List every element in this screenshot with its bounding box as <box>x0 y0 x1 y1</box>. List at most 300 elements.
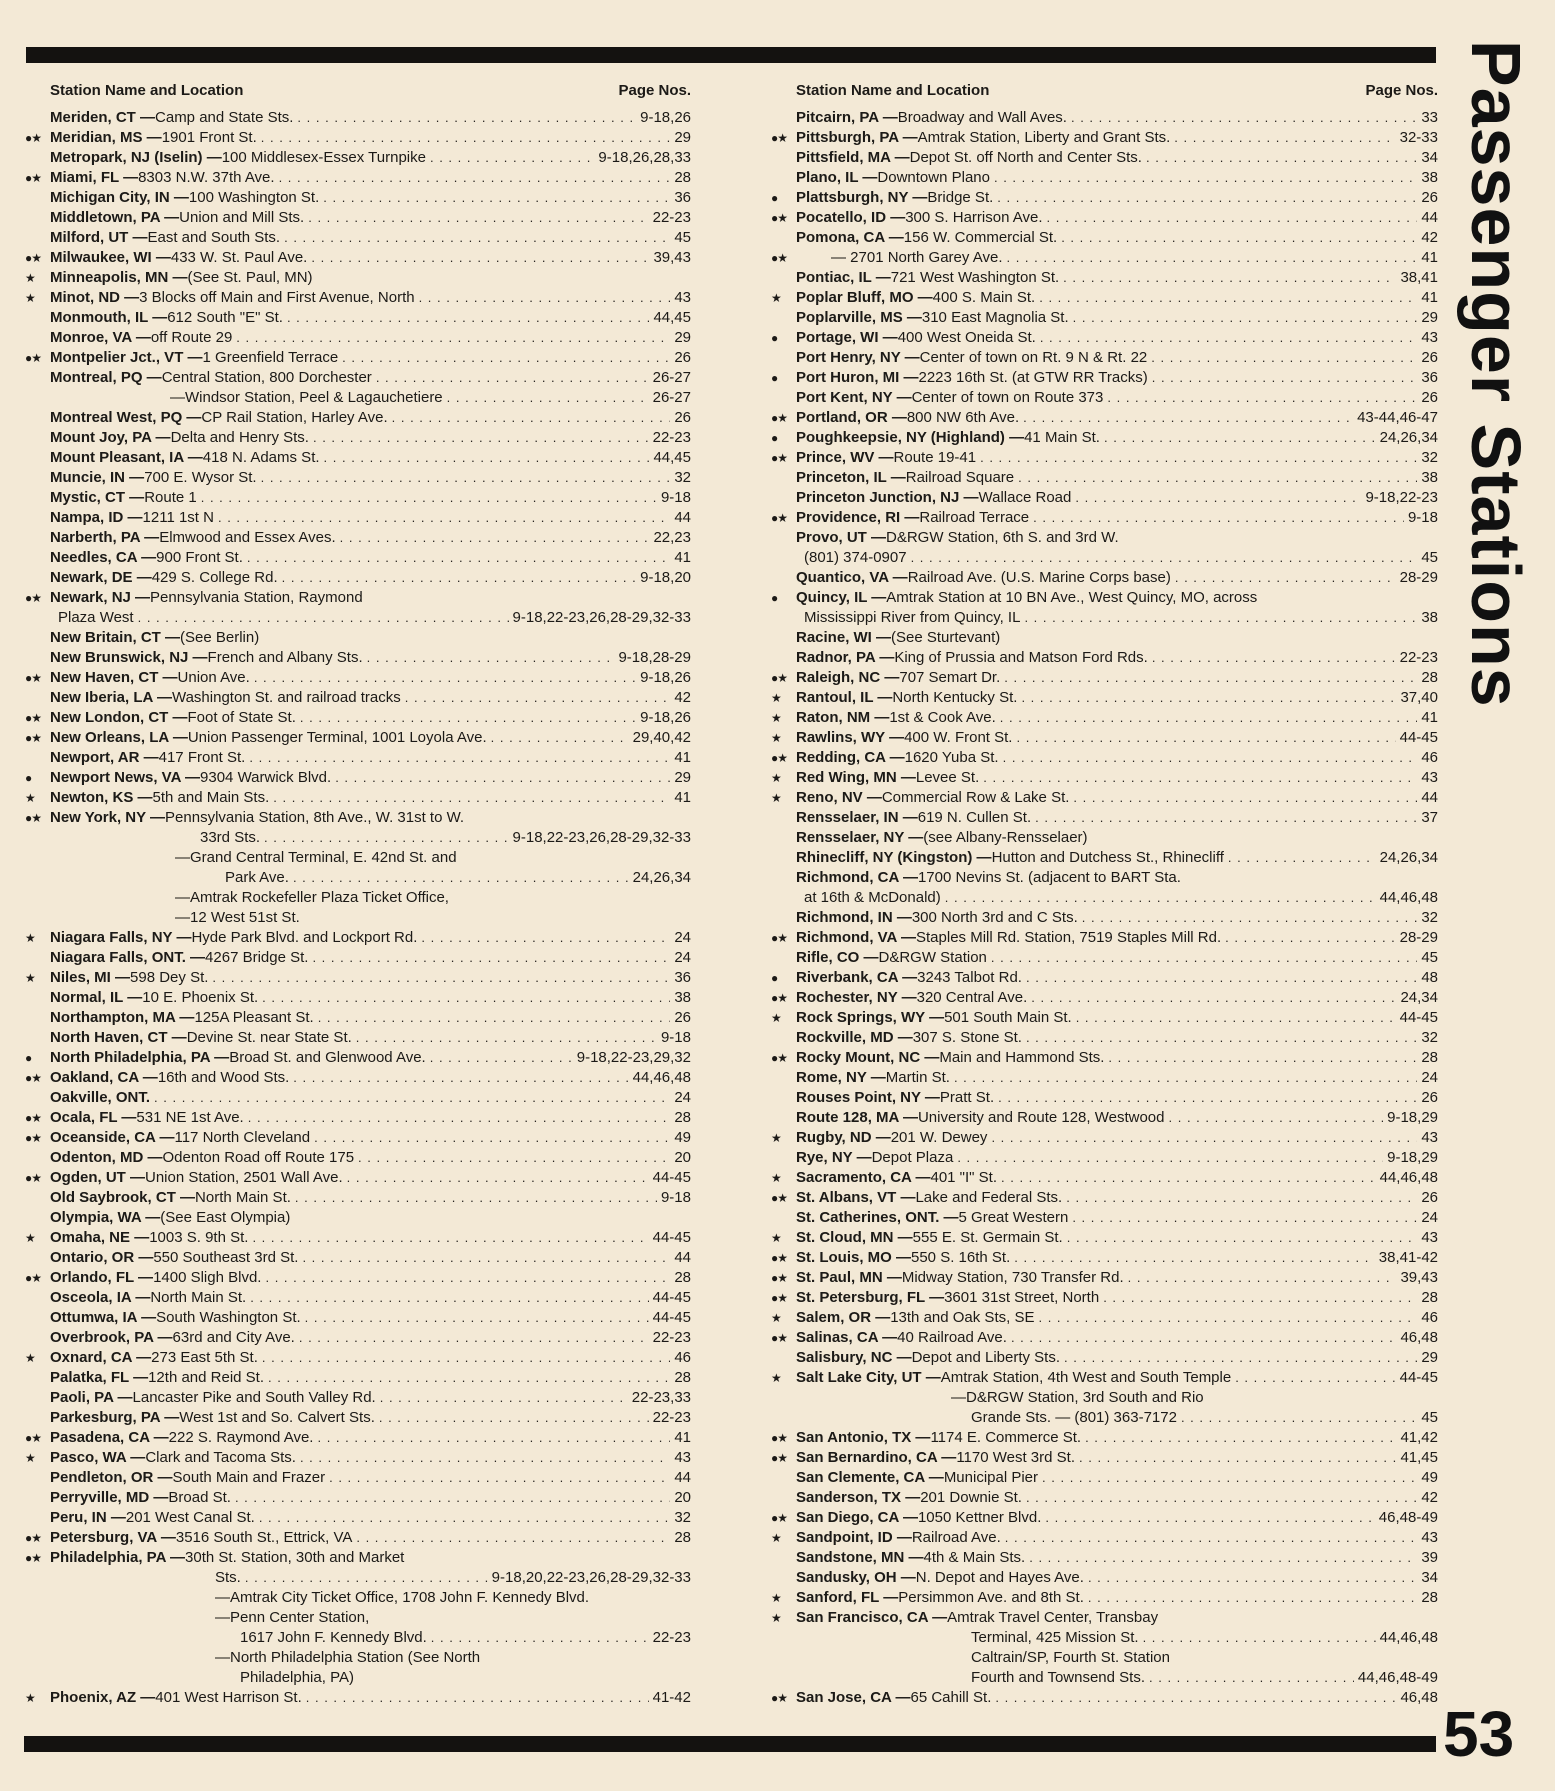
dot-leader <box>299 1328 649 1348</box>
page-numbers: 38 <box>674 989 691 1006</box>
station-location: Depot Plaza <box>871 1149 954 1166</box>
dot-leader <box>254 668 636 688</box>
station-name: Salem, OR — <box>796 1309 891 1326</box>
page-numbers: 26 <box>1421 389 1438 406</box>
station-name: Pendleton, OR — <box>50 1469 173 1486</box>
station-entry <box>771 1568 1438 1588</box>
station-name: Rome, NY — <box>796 1069 886 1086</box>
station-entry <box>771 1608 1438 1628</box>
station-location: (See Sturtevant) <box>891 629 1001 646</box>
station-location: 1003 S. 9th St. <box>149 1229 249 1246</box>
page-numbers: 49 <box>674 1129 691 1146</box>
page-numbers: 9-18,29 <box>1387 1109 1438 1126</box>
station-entry <box>25 588 691 608</box>
page-numbers: 41,42 <box>1400 1429 1438 1446</box>
page-numbers: 20 <box>674 1149 691 1166</box>
station-name: St. Petersburg, FL — <box>796 1289 945 1306</box>
service-marker: ● <box>771 331 778 345</box>
station-location: 555 E. St. Germain St. <box>912 1229 1063 1246</box>
dot-leader <box>1174 128 1395 148</box>
service-marker: ●★ <box>25 251 42 265</box>
dot-leader <box>491 728 629 748</box>
station-location: Camp and State Sts. <box>155 109 294 126</box>
service-marker: ★ <box>771 1231 781 1245</box>
page-numbers: 28 <box>1421 1049 1438 1066</box>
station-location: Center of town on Rt. 9 N & Rt. 22 <box>919 349 1148 366</box>
station-name: Newport, AR — <box>50 749 159 766</box>
page-numbers: 45 <box>1421 949 1438 966</box>
station-name: Muncie, IN — <box>50 469 145 486</box>
dot-leader <box>340 528 650 548</box>
dot-leader <box>1040 328 1417 348</box>
station-name: North Philadelphia, PA — <box>50 1049 230 1066</box>
station-name: Princeton, IL — <box>796 469 906 486</box>
station-location: 3 Blocks off Main and First Avenue, North <box>139 289 415 306</box>
dot-leader <box>300 1448 670 1468</box>
station-name: Red Wing, MN — <box>796 769 916 786</box>
station-name: Niagara Falls, ONT. — <box>50 949 206 966</box>
dot-leader <box>1029 1548 1417 1568</box>
page-numbers: 41 <box>674 1429 691 1446</box>
dot-leader <box>358 1148 670 1168</box>
dot-leader <box>1108 1048 1417 1068</box>
page-numbers: 46,48-49 <box>1378 1509 1438 1526</box>
station-entry <box>25 308 691 328</box>
page-numbers: 28 <box>1421 1589 1438 1606</box>
service-marker: ●★ <box>771 1451 788 1465</box>
service-marker: ● <box>771 591 778 605</box>
station-location: Pennsylvania Station, Raymond <box>150 589 363 606</box>
station-name: Omaha, NE — <box>50 1229 150 1246</box>
service-marker: ★ <box>25 1451 35 1465</box>
service-marker: ●★ <box>25 1071 42 1085</box>
station-entry <box>25 1308 691 1328</box>
page-numbers: 44,46,48 <box>1379 1169 1438 1186</box>
station-location: Union and Mill Sts. <box>179 209 305 226</box>
service-marker: ●★ <box>771 1431 788 1445</box>
service-marker: ●★ <box>25 1531 42 1545</box>
dot-leader <box>1181 1408 1417 1428</box>
page-numbers: 22-23 <box>652 1629 691 1646</box>
station-entry <box>25 1428 691 1448</box>
page-numbers: 41 <box>674 789 691 806</box>
station-entry <box>25 1208 691 1228</box>
station-location: Lake and Federal Sts. <box>915 1189 1063 1206</box>
dot-leader <box>945 888 1376 908</box>
page-numbers: 36 <box>1421 369 1438 386</box>
page-numbers: 9-18 <box>660 1029 691 1046</box>
dot-leader <box>1151 348 1417 368</box>
station-location: 900 Front St. <box>156 549 243 566</box>
service-marker: ★ <box>25 931 35 945</box>
station-entry <box>771 1308 1438 1328</box>
dot-leader <box>1079 1448 1396 1468</box>
station-name: Redding, CA — <box>796 749 905 766</box>
station-name: Portland, OR — <box>796 409 907 426</box>
page-numbers: 36 <box>674 969 691 986</box>
station-location: South Washington St. <box>156 1309 301 1326</box>
station-name: Parkesburg, PA — <box>50 1409 180 1426</box>
station-entry <box>771 208 1438 228</box>
page-numbers: 24 <box>1421 1209 1438 1226</box>
station-entry <box>25 1408 691 1428</box>
page-numbers: 28 <box>1421 669 1438 686</box>
dot-leader <box>138 608 509 628</box>
page-numbers: 22-23 <box>652 429 691 446</box>
station-location: Amtrak Travel Center, Transbay <box>947 1609 1159 1626</box>
station-location: 5 Great Western <box>958 1209 1069 1226</box>
page-numbers: 28 <box>674 169 691 186</box>
station-name: Needles, CA — <box>50 549 157 566</box>
page-numbers: 44-45 <box>652 1169 691 1186</box>
page-numbers: 44-45 <box>1399 1369 1438 1386</box>
dot-leader <box>1235 1368 1395 1388</box>
station-entry <box>25 1288 691 1308</box>
dot-leader <box>421 928 670 948</box>
page-numbers: 28 <box>674 1109 691 1126</box>
service-marker: ★ <box>771 1171 781 1185</box>
page-numbers: 24 <box>674 949 691 966</box>
station-name: Oakville, ONT. <box>50 1089 151 1106</box>
station-name: Olympia, WA — <box>50 1209 161 1226</box>
station-entry <box>25 948 691 968</box>
service-marker: ★ <box>771 1611 781 1625</box>
dot-leader <box>380 1388 628 1408</box>
dot-leader <box>1088 1588 1417 1608</box>
station-name: New Haven, CT — <box>50 669 178 686</box>
station-entry <box>25 1328 691 1348</box>
station-location: 401 "I" St. <box>930 1169 998 1186</box>
station-entry <box>771 708 1438 728</box>
dot-leader <box>1104 428 1376 448</box>
page-numbers: 41 <box>674 549 691 566</box>
station-entry <box>771 1388 1438 1408</box>
station-location: Union Ave. <box>177 669 250 686</box>
dot-leader <box>1003 748 1418 768</box>
page-numbers: 41 <box>674 749 691 766</box>
dot-leader <box>1016 728 1395 748</box>
station-entry <box>25 388 691 408</box>
station-header: Station Name and Location <box>50 82 244 99</box>
station-location: Park Ave. <box>225 869 289 886</box>
station-entry <box>771 1008 1438 1028</box>
dot-leader <box>259 1508 670 1528</box>
service-marker: ● <box>25 771 32 785</box>
station-location: Plaza West <box>58 609 134 626</box>
dot-leader <box>293 868 629 888</box>
service-marker: ●★ <box>25 351 42 365</box>
station-entry <box>771 1148 1438 1168</box>
station-name: Pittsfield, MA — <box>796 149 910 166</box>
station-entry <box>771 1408 1438 1428</box>
station-location: 400 S. Main St. <box>932 289 1036 306</box>
dot-leader <box>329 1468 670 1488</box>
station-entry <box>25 908 691 928</box>
dot-leader <box>1047 208 1418 228</box>
station-location: (See East Olympia) <box>160 1209 291 1226</box>
station-name: New York, NY — <box>50 809 166 826</box>
station-entry <box>25 188 691 208</box>
station-name: Quincy, IL — <box>796 589 887 606</box>
station-name: Peru, IN — <box>50 1509 126 1526</box>
dot-leader <box>1075 488 1361 508</box>
service-marker: ● <box>771 971 778 985</box>
dot-leader <box>1152 368 1418 388</box>
station-name: Normal, IL — <box>50 989 143 1006</box>
dot-leader <box>335 768 670 788</box>
station-entry <box>771 688 1438 708</box>
page-numbers: 46,48 <box>1400 1689 1438 1706</box>
station-location: 100 Middlesex-Essex Turnpike <box>221 149 426 166</box>
station-entry <box>25 408 691 428</box>
station-entry <box>771 1188 1438 1208</box>
service-marker: ●★ <box>771 251 788 265</box>
station-entry <box>771 748 1438 768</box>
dot-leader <box>284 228 670 248</box>
station-entry <box>771 128 1438 148</box>
dot-leader <box>265 1268 670 1288</box>
station-location: 501 South Main St. <box>944 1009 1072 1026</box>
page-numbers: 29 <box>1421 1349 1438 1366</box>
station-name: Rhinecliff, NY (Kingston) — <box>796 849 992 866</box>
station-entry <box>771 788 1438 808</box>
station-name: Provo, UT — <box>796 529 887 546</box>
station-location: 30th St. Station, 30th and Market <box>185 1549 405 1566</box>
dot-leader <box>991 948 1417 968</box>
dot-leader <box>1024 608 1417 628</box>
dot-leader <box>379 1408 649 1428</box>
station-entry <box>25 1688 691 1708</box>
page-numbers: 9-18,29 <box>1387 1149 1438 1166</box>
service-marker: ●★ <box>771 131 788 145</box>
service-marker: ●★ <box>771 991 788 1005</box>
service-marker: ●★ <box>25 811 42 825</box>
station-location: off Route 29 <box>150 329 233 346</box>
station-location: Pratt St. <box>939 1089 995 1106</box>
station-name: Richmond, VA — <box>796 929 916 946</box>
dot-leader <box>1064 1348 1417 1368</box>
station-location: Caltrain/SP, Fourth St. Station <box>971 1649 1170 1666</box>
station-entry <box>25 848 691 868</box>
station-entry <box>771 668 1438 688</box>
page-numbers: 9-18,20,22-23,26,28-29,32-33 <box>491 1569 691 1586</box>
service-marker: ● <box>771 191 778 205</box>
service-marker: ●★ <box>25 1431 42 1445</box>
station-name: Oakland, CA — <box>50 1069 158 1086</box>
station-entry <box>25 348 691 368</box>
station-entry <box>25 208 691 228</box>
station-name: Salt Lake City, UT — <box>796 1369 941 1386</box>
dot-leader <box>1021 688 1396 708</box>
page-numbers: 46 <box>674 1349 691 1366</box>
page-numbers: 28 <box>674 1529 691 1546</box>
station-entry <box>771 948 1438 968</box>
service-marker: ★ <box>771 1531 781 1545</box>
page-numbers: 44 <box>674 509 691 526</box>
page-numbers: 37,40 <box>1400 689 1438 706</box>
station-location: Downtown Plano <box>877 169 990 186</box>
dot-leader <box>1067 1228 1418 1248</box>
station-location: Sts. <box>215 1569 241 1586</box>
station-location: 1170 West 3rd St. <box>956 1449 1075 1466</box>
station-entry <box>771 528 1438 548</box>
bottom-rule <box>24 1736 1436 1752</box>
station-entry <box>771 428 1438 448</box>
dot-leader <box>273 788 670 808</box>
service-marker: ★ <box>771 711 781 725</box>
page-numbers: 26 <box>1421 189 1438 206</box>
station-name: Rochester, NY — <box>796 989 917 1006</box>
dot-leader <box>268 1368 670 1388</box>
page-numbers: 41,45 <box>1400 1449 1438 1466</box>
station-location: 429 S. College Rd. <box>151 569 278 586</box>
station-name: Rawlins, WY — <box>796 729 905 746</box>
service-marker: ●★ <box>771 931 788 945</box>
page-numbers: 38 <box>1421 609 1438 626</box>
station-name: Meridian, MS — <box>50 129 162 146</box>
dot-leader <box>430 1048 573 1068</box>
station-entry <box>25 608 691 628</box>
station-location: 41 Main St. <box>1024 429 1100 446</box>
dot-leader <box>1152 648 1396 668</box>
service-marker: ★ <box>771 691 781 705</box>
station-entry <box>25 628 691 648</box>
page-numbers: 9-18,20 <box>640 569 691 586</box>
station-entry <box>25 1188 691 1208</box>
station-name: Michigan City, IN — <box>50 189 189 206</box>
station-location: 1620 Yuba St. <box>904 749 999 766</box>
dot-leader <box>250 1288 648 1308</box>
station-entry <box>771 488 1438 508</box>
station-name: Rouses Point, NY — <box>796 1089 940 1106</box>
page-numbers: 42 <box>1421 1489 1438 1506</box>
station-name: Middletown, PA — <box>50 209 180 226</box>
station-entry <box>771 888 1438 908</box>
station-entry <box>25 1348 691 1368</box>
station-name: Poughkeepsie, NY (Highland) — <box>796 429 1025 446</box>
page-numbers: 43 <box>1421 1529 1438 1546</box>
station-location: CP Rail Station, Harley Ave. <box>201 409 388 426</box>
page-numbers: 29,40,42 <box>632 729 691 746</box>
page-numbers: 36 <box>674 189 691 206</box>
station-name: Niagara Falls, NY — <box>50 929 192 946</box>
station-entry <box>25 1068 691 1088</box>
dot-leader <box>317 1428 670 1448</box>
dot-leader <box>1000 708 1418 728</box>
station-location: at 16th & McDonald) <box>804 889 941 906</box>
station-entry <box>25 1608 691 1628</box>
station-entry <box>771 1248 1438 1268</box>
station-entry <box>771 228 1438 248</box>
service-marker: ●★ <box>25 1171 42 1185</box>
dot-leader <box>1072 1208 1417 1228</box>
dot-leader <box>1035 808 1417 828</box>
page-numbers: 28-29 <box>1399 929 1438 946</box>
dot-leader <box>1143 1628 1376 1648</box>
station-name: Monmouth, IL — <box>50 309 168 326</box>
station-entry <box>25 108 691 128</box>
station-name: San Jose, CA — <box>796 1689 911 1706</box>
page-numbers: 22-23 <box>652 209 691 226</box>
right-column <box>771 80 1438 1708</box>
dot-leader <box>376 368 649 388</box>
station-entry <box>25 1028 691 1048</box>
station-entry <box>771 1368 1438 1388</box>
dot-leader <box>318 1008 671 1028</box>
dot-leader <box>261 468 671 488</box>
station-name: Poplarville, MS — <box>796 309 922 326</box>
service-marker: ●★ <box>771 1331 788 1345</box>
station-location: 222 S. Raymond Ave. <box>168 1429 314 1446</box>
station-location: Broad St. and Glenwood Ave. <box>229 1049 426 1066</box>
station-name: Providence, RI — <box>796 509 920 526</box>
station-name: Milwaukee, WI — <box>50 249 171 266</box>
station-location: Midway Station, 730 Transfer Rd. <box>901 1269 1124 1286</box>
station-entry <box>771 348 1438 368</box>
dot-leader <box>308 208 648 228</box>
station-location: 1901 Front St. <box>161 129 257 146</box>
service-marker: ●★ <box>25 1551 42 1565</box>
dot-leader <box>997 188 1417 208</box>
station-location: 598 Dey St. <box>130 969 209 986</box>
service-marker: ●★ <box>771 1191 788 1205</box>
station-name: Pomona, CA — <box>796 229 904 246</box>
dot-leader <box>991 1128 1417 1148</box>
station-name: Meriden, CT — <box>50 109 156 126</box>
station-location: 1050 Kettner Blvd. <box>917 1509 1042 1526</box>
station-entry <box>771 628 1438 648</box>
page-numbers: 9-18 <box>660 1189 691 1206</box>
station-name: Palatka, FL — <box>50 1369 149 1386</box>
station-name: Port Kent, NY — <box>796 389 912 406</box>
station-name: Rugby, ND — <box>796 1129 891 1146</box>
station-entry <box>771 988 1438 1008</box>
station-location: 1617 John F. Kennedy Blvd. <box>240 1629 427 1646</box>
station-name: Pittsburgh, PA — <box>796 129 918 146</box>
station-name: Ottumwa, IA — <box>50 1309 157 1326</box>
dot-leader <box>212 968 670 988</box>
station-name: Sanford, FL — <box>796 1589 899 1606</box>
service-marker: ★ <box>25 1351 35 1365</box>
page-numbers: 22,23 <box>653 529 691 546</box>
station-location: South Main and Frazer <box>172 1469 326 1486</box>
station-location: 9304 Warwick Blvd. <box>200 769 332 786</box>
service-marker: ●★ <box>771 1251 788 1265</box>
dot-leader <box>1149 1668 1354 1688</box>
station-location: 700 E. Wysor St. <box>144 469 257 486</box>
station-location: N. Depot and Hayes Ave. <box>915 1569 1084 1586</box>
station-entry <box>25 1448 691 1468</box>
station-name: Metropark, NJ (Iselin) — <box>50 149 222 166</box>
station-entry <box>25 1568 691 1588</box>
station-entry <box>771 1268 1438 1288</box>
page-numbers: 44,45 <box>653 309 691 326</box>
station-location: 1211 1st N <box>142 509 214 526</box>
station-name: Petersburg, VA — <box>50 1529 176 1546</box>
station-name: San Diego, CA — <box>796 1509 918 1526</box>
page-numbers: 38 <box>1421 169 1438 186</box>
station-name: Rock Springs, WY — <box>796 1009 945 1026</box>
dot-leader <box>312 948 670 968</box>
dot-leader <box>1228 848 1376 868</box>
page-numbers: 46 <box>1421 1309 1438 1326</box>
service-marker: ★ <box>25 971 35 985</box>
station-name: Portage, WI — <box>796 329 898 346</box>
dot-leader <box>248 1108 671 1128</box>
station-name: Rockville, MD — <box>796 1029 913 1046</box>
station-entry <box>25 1488 691 1508</box>
station-location: 4267 Bridge St. <box>205 949 309 966</box>
